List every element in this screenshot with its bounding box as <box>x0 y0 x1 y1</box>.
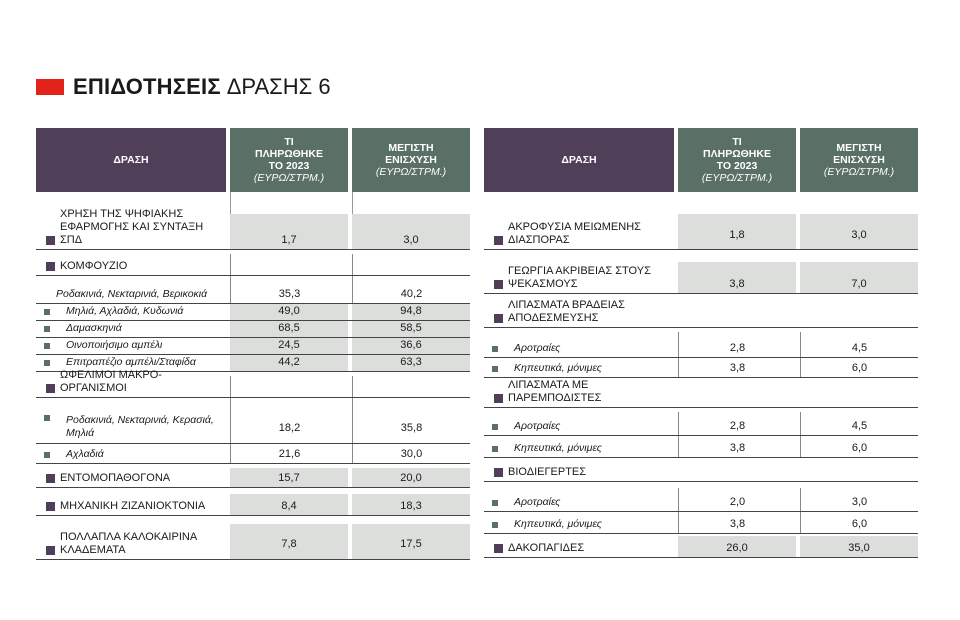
table-row: Κηπευτικά, μόνιμες 3,8 6,0 <box>484 358 918 378</box>
table-row: Ροδακινιά, Νεκταρινιά, Κερασιά, Μηλιά 18,2 35,8 <box>36 398 470 444</box>
table-row: ΓΕΩΡΓΙΑ ΑΚΡΙΒΕΙΑΣ ΣΤΟΥΣ ΨΕΚΑΣΜΟΥΣ 3,8 7,0 <box>484 258 918 294</box>
table-row: ΧΡΗΣΗ ΤΗΣ ΨΗΦΙΑΚΗΣ ΕΦΑΡΜΟΓΗΣ ΚΑΙ ΣΥΝΤΑΞΗ ΣΠΔ 1,7 3,0 <box>36 214 470 250</box>
table-row: Αροτραίες 2,8 4,5 <box>484 332 918 358</box>
header-paid: ΤΙ ΠΛΗΡΩΘΗΚΕ ΤΟ 2023 (ΕΥΡΩ/ΣΤΡΜ.) <box>230 128 348 192</box>
title-light: ΔΡΑΣΗΣ 6 <box>226 74 331 99</box>
page-title <box>36 74 331 100</box>
table-row: Ροδακινιά, Νεκταρινιά, Βερικοκιά 35,3 40,2 <box>36 276 470 304</box>
table-row: ΚΟΜΦΟΥΖΙΟ <box>36 254 470 276</box>
header-action: ΔΡΑΣΗ <box>484 128 674 192</box>
table-row: Δαμασκηνιά 68,5 58,5 <box>36 321 470 338</box>
table-row: ΔΑΚΟΠΑΓΙΔΕΣ 26,0 35,0 <box>484 536 918 558</box>
header-paid: ΤΙ ΠΛΗΡΩΘΗΚΕ ΤΟ 2023 (ΕΥΡΩ/ΣΤΡΜ.) <box>678 128 796 192</box>
table-row: ΕΝΤΟΜΟΠΑΘΟΓΟΝΑ 15,7 20,0 <box>36 468 470 488</box>
table-row: Αροτραίες 2,8 4,5 <box>484 412 918 436</box>
header-max: ΜΕΓΙΣΤΗ ΕΝΙΣΧΥΣΗ (ΕΥΡΩ/ΣΤΡΜ.) <box>352 128 470 192</box>
title-bold: ΕΠΙΔΟΤΗΣΕΙΣ <box>73 74 221 99</box>
table-row: ΒΙΟΔΙΕΓΕΡΤΕΣ <box>484 462 918 482</box>
header-max: ΜΕΓΙΣΤΗ ΕΝΙΣΧΥΣΗ (ΕΥΡΩ/ΣΤΡΜ.) <box>800 128 918 192</box>
table-row: ΩΦΕΛΙΜΟΙ ΜΑΚΡΟ-ΟΡΓΑΝΙΣΜΟΙ <box>36 376 470 398</box>
table-row: ΛΙΠΑΣΜΑΤΑ ΒΡΑΔΕΙΑΣ ΑΠΟΔΕΣΜΕΥΣΗΣ <box>484 306 918 328</box>
table-row: Επιτραπέζιο αμπέλι/Σταφίδα 44,2 63,3 <box>36 355 470 372</box>
table-row: Οινοποιήσιμο αμπέλι 24,5 36,6 <box>36 338 470 355</box>
table-row: Αροτραίες 2,0 3,0 <box>484 488 918 512</box>
table-row: Κηπευτικά, μόνιμες 3,8 6,0 <box>484 512 918 534</box>
table-row: ΑΚΡΟΦΥΣΙΑ ΜΕΙΩΜΕΝΗΣ ΔΙΑΣΠΟΡΑΣ 1,8 3,0 <box>484 214 918 250</box>
table-row: ΜΗΧΑΝΙΚΗ ΖΙΖΑΝΙΟΚΤΟΝΙΑ 8,4 18,3 <box>36 494 470 516</box>
table-row: Αχλαδιά 21,6 30,0 <box>36 444 470 464</box>
title-marker <box>36 79 64 95</box>
header-action: ΔΡΑΣΗ <box>36 128 226 192</box>
table-row: ΠΟΛΛΑΠΛΑ ΚΑΛΟΚΑΙΡΙΝΑ ΚΛΑΔΕΜΑΤΑ 7,8 17,5 <box>36 524 470 560</box>
table-row: Κηπευτικά, μόνιμες 3,8 6,0 <box>484 436 918 458</box>
table-row: ΛΙΠΑΣΜΑΤΑ ΜΕ ΠΑΡΕΜΠΟΔΙΣΤΕΣ <box>484 386 918 408</box>
table-row: Μηλιά, Αχλαδιά, Κυδωνιά 49,0 94,8 <box>36 304 470 321</box>
